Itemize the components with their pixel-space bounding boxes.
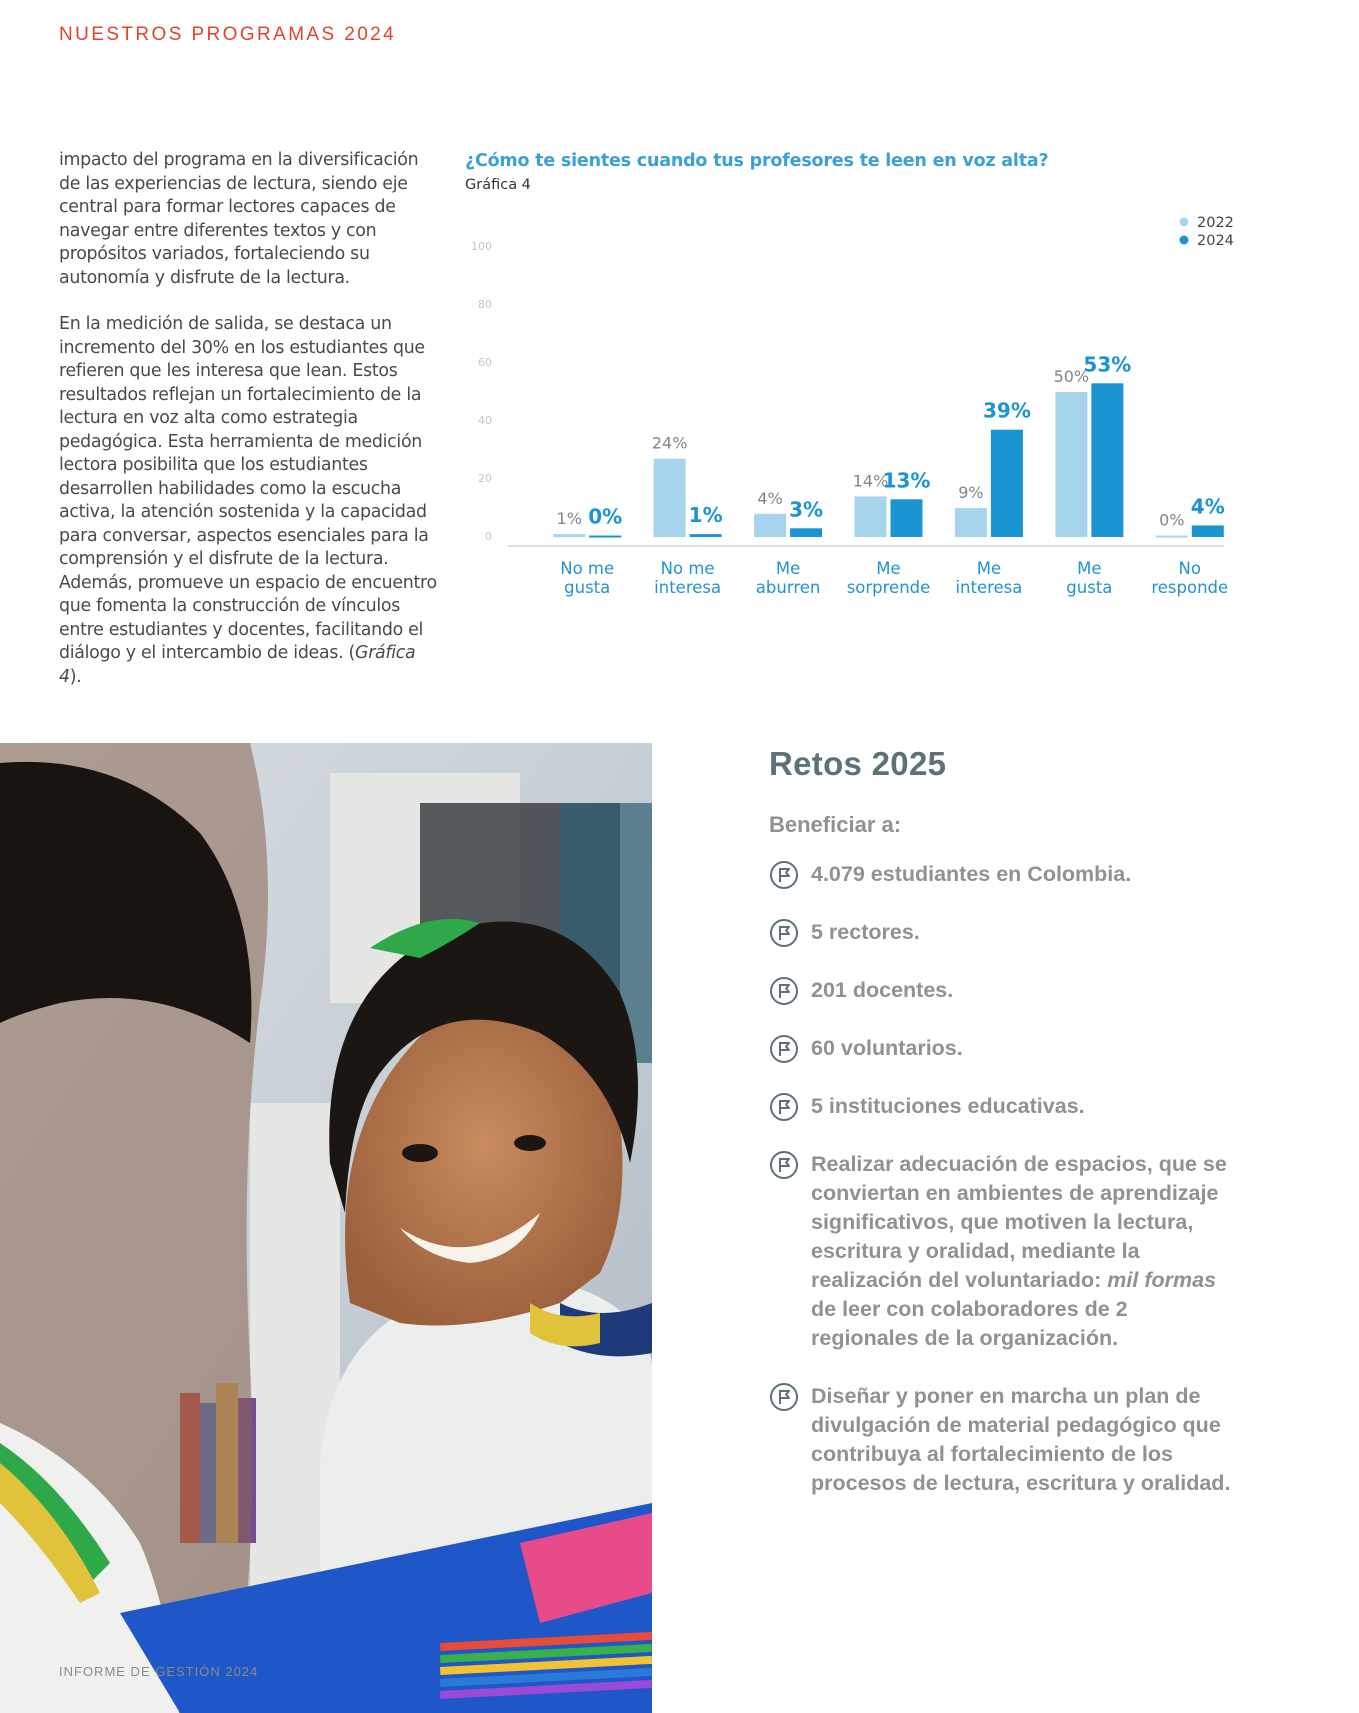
bar: [1156, 536, 1188, 538]
list-item: [769, 1034, 1239, 1063]
bar-chart: [440, 200, 1240, 610]
bar: [1091, 383, 1123, 537]
x-tick-label: No: [1178, 559, 1202, 578]
retos-subtitle: Beneficiar a:: [769, 812, 902, 837]
flag-icon: [769, 1150, 799, 1180]
bar: [589, 536, 621, 538]
legend-label: 2024: [1197, 233, 1234, 249]
bar: [1055, 392, 1087, 537]
bar: [690, 534, 722, 537]
x-tick-label: No me: [660, 559, 715, 578]
bar: [855, 496, 887, 537]
x-tick-label: interesa: [654, 578, 722, 597]
chart-title: ¿Cómo te sientes cuando tus profesores te leen en voz alta?: [465, 151, 1049, 171]
retos-item-text: 201 docentes.: [811, 978, 954, 1002]
legend-label: 2022: [1197, 215, 1234, 231]
retos-item-emphasis: mil formas: [1107, 1268, 1217, 1292]
bar: [955, 508, 987, 537]
data-label: 4%: [1190, 494, 1225, 519]
bar: [991, 430, 1023, 537]
intro-text: [59, 149, 439, 689]
y-tick-label: 20: [478, 472, 492, 485]
page-footer: INFORME DE GESTIÓN 2024: [59, 1664, 259, 1679]
y-tick-label: 40: [478, 414, 492, 427]
data-label: 0%: [588, 504, 623, 529]
data-label: 24%: [651, 433, 688, 453]
list-item: [769, 1092, 1239, 1121]
flag-icon: [769, 976, 799, 1006]
data-label: 53%: [1083, 352, 1132, 377]
data-label: 50%: [1053, 367, 1090, 386]
flag-icon: [769, 918, 799, 948]
bar: [654, 459, 686, 537]
x-tick-label: gusta: [1066, 578, 1113, 597]
x-tick-label: Me: [876, 559, 901, 578]
y-tick-label: 100: [471, 240, 492, 253]
legend-marker: [1180, 236, 1189, 245]
list-item: [769, 1150, 1239, 1353]
retos-item-text: 60 voluntarios.: [811, 1036, 963, 1060]
list-item: [769, 860, 1239, 889]
y-tick-label: 60: [478, 356, 492, 369]
intro-paragraph-1: impacto del programa en la diversificación de las experiencias de lectura, siendo eje central para formar lectores capaces de navegar entre diferentes textos y con propósitos variados, fortaleciendo su autonomía y disfrute de la lectura.: [59, 150, 419, 288]
list-item: [769, 918, 1239, 947]
data-label: 1%: [556, 509, 582, 529]
list-item: [769, 976, 1239, 1005]
flag-icon: [769, 1092, 799, 1122]
x-tick-label: aburren: [755, 578, 821, 597]
legend-marker: [1180, 218, 1189, 227]
retos-item-text: 5 rectores.: [811, 920, 920, 944]
data-label: 0%: [1159, 510, 1185, 530]
x-tick-label: gusta: [564, 578, 611, 597]
data-label: 13%: [882, 468, 931, 493]
data-label: 4%: [757, 488, 783, 508]
intro-paragraph-2: [59, 313, 439, 689]
intro-paragraph-2-end: ).: [69, 666, 82, 687]
data-label: 39%: [982, 398, 1031, 423]
x-tick-label: interesa: [955, 578, 1023, 597]
page-header: NUESTROS PROGRAMAS 2024: [59, 24, 397, 45]
bar: [1192, 525, 1224, 537]
retos-section: [769, 745, 1239, 1527]
student-photo: [0, 743, 652, 1713]
data-label: 3%: [789, 497, 824, 522]
list-item: [769, 1382, 1239, 1498]
x-tick-label: No me: [560, 559, 615, 578]
photo-illustration: [0, 743, 652, 1713]
retos-item-text: 5 instituciones educativas.: [811, 1094, 1085, 1118]
x-tick-label: sorprende: [846, 578, 931, 597]
bar: [790, 528, 822, 537]
x-tick-label: Me: [1077, 559, 1102, 578]
retos-list: [769, 860, 1239, 1498]
retos-item-text: Realizar adecuación de espacios, que se conviertan en ambientes de aprendizaje significativos, que motiven la lectura, escritura y oralidad, mediante la realización del voluntariado:: [811, 1152, 1227, 1292]
intro-paragraph-2-main: En la medición de salida, se destaca un incremento del 30% en los estudiantes que refieren que les interesa que lean. Estos resultados reflejan un fortalecimiento de la lectura en voz alta como estrategia pedagógica. Esta herramienta de medición lectora posibilita que los estudiantes desarrollen habilidades como la escucha activa, la atención sostenida y la capacidad para conversar, aspectos esenciales para la comprensión y el disfrute de la lectura. Además, promueve un espacio de encuentro que fomenta la construcción de vínculos entre estudiantes y docentes, facilitando el diálogo y el intercambio de ideas. (: [59, 314, 437, 663]
retos-item-text: Diseñar y poner en marcha un plan de divulgación de material pedagógico que contribuya al fortalecimiento de los procesos de lectura, escritura y oralidad.: [811, 1384, 1231, 1495]
chart-subtitle: Gráfica 4: [465, 177, 531, 193]
data-label: 1%: [688, 503, 723, 528]
x-tick-label: Me: [775, 559, 801, 578]
bar: [891, 499, 923, 537]
retos-item-tail: de leer con colaboradores de 2 regionales de la organización.: [811, 1297, 1128, 1350]
y-tick-label: 0: [485, 530, 492, 543]
x-tick-label: responde: [1151, 578, 1229, 597]
chart-reference: Gráfica 4: [59, 643, 416, 687]
data-label: 14%: [852, 471, 889, 491]
bar: [754, 514, 786, 537]
retos-title: Retos 2025: [769, 745, 947, 782]
retos-item-text: 4.079 estudiantes en Colombia.: [811, 862, 1132, 886]
data-label: 9%: [958, 483, 984, 502]
flag-icon: [769, 1034, 799, 1064]
bar: [553, 534, 585, 537]
y-tick-label: 80: [478, 298, 492, 311]
flag-icon: [769, 860, 799, 890]
x-tick-label: Me: [976, 559, 1002, 578]
flag-icon: [769, 1382, 799, 1412]
